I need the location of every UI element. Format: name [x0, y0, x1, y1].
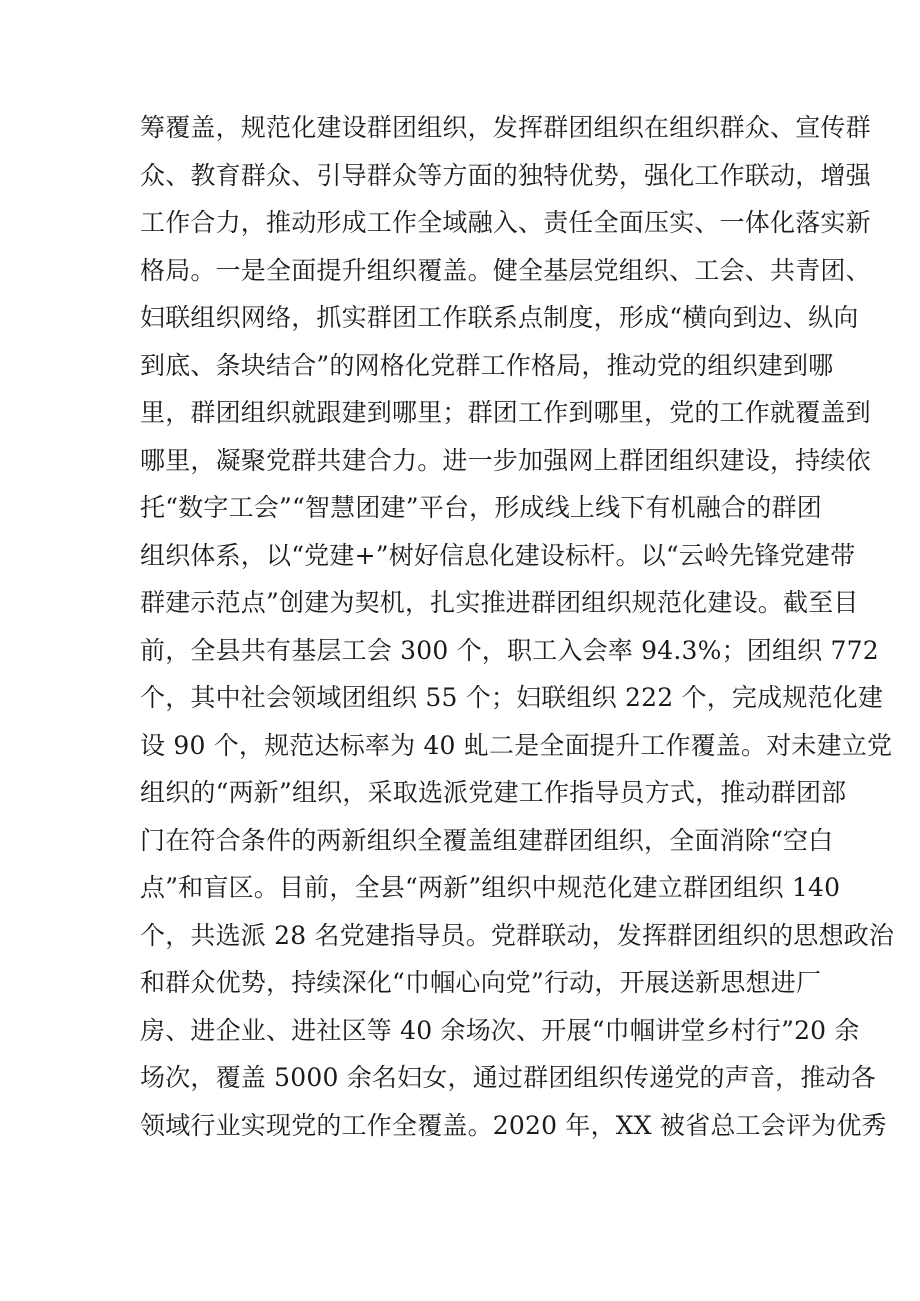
text-line: 格局。一是全面提升组织覆盖。健全基层党组织、工会、共青团、 — [140, 255, 871, 285]
text-line: 前，全县共有基层工会 300 个，职工入会率 94.3%；团组织 772 — [140, 635, 879, 665]
text-line: 群建示范点”创建为契机，扎实推进群团组织规范化建设。截至目 — [140, 588, 859, 617]
text-line: 哪里，凝聚党群共建合力。进一步加强网上群团组织建设，持续依 — [140, 445, 871, 475]
text-line: 工作合力，推动形成工作全域融入、责任全面压实、一体化落实新 — [140, 208, 871, 237]
text-line: 领域行业实现党的工作全覆盖。2020 年，XX 被省总工会评为优秀 — [140, 1110, 887, 1140]
text-line: 个，其中社会领域团组织 55 个；妇联组织 222 个，完成规范化建 — [140, 683, 884, 712]
text-line: 设 90 个，规范达标率为 40 虬二是全面提升工作覆盖。对未建立党 — [140, 730, 893, 760]
text-line: 点”和盲区。目前，全县“两新”组织中规范化建立群团组织 140 — [140, 873, 841, 902]
text-line: 组织的“两新”组织，采取选派党建工作指导员方式，推动群团部 — [140, 778, 847, 807]
text-line: 门在符合条件的两新组织全覆盖组建群团组织，全面消除“空白 — [140, 825, 834, 855]
body-text — [140, 104, 895, 1149]
text-line: 和群众优势，持续深化“巾帼心向党”行动，开展送新思想进厂 — [140, 968, 822, 997]
text-line: 托“数字工会”“智慧团建”平台，形成线上线下有机融合的群团 — [140, 493, 822, 522]
text-line: 房、进企业、进社区等 40 余场次、开展“巾帼讲堂乡村行”20 余 — [140, 1015, 860, 1045]
text-line: 筹覆盖，规范化建设群团组织，发挥群团组织在组织群众、宣传群 — [140, 113, 871, 142]
text-line: 妇联组织网络，抓实群团工作联系点制度，形成“横向到边、纵向 — [140, 303, 859, 332]
text-line: 个，共选派 28 名党建指导员。党群联动，发挥群团组织的思想政治 — [140, 920, 895, 950]
text-line: 组织体系，以“党建+”树好信息化建设标杆。以“云岭先锋党建带 — [140, 540, 856, 570]
text-line: 场次，覆盖 5000 余名妇女，通过群团组织传递党的声音，推动各 — [140, 1063, 876, 1092]
text-line: 里，群团组织就跟建到哪里；群团工作到哪里，党的工作就覆盖到 — [140, 398, 871, 427]
text-line: 众、教育群众、引导群众等方面的独特优势，强化工作联动，增强 — [140, 160, 871, 190]
text-line: 到底、条块结合”的网格化党群工作格局，推动党的组织建到哪 — [140, 350, 834, 380]
